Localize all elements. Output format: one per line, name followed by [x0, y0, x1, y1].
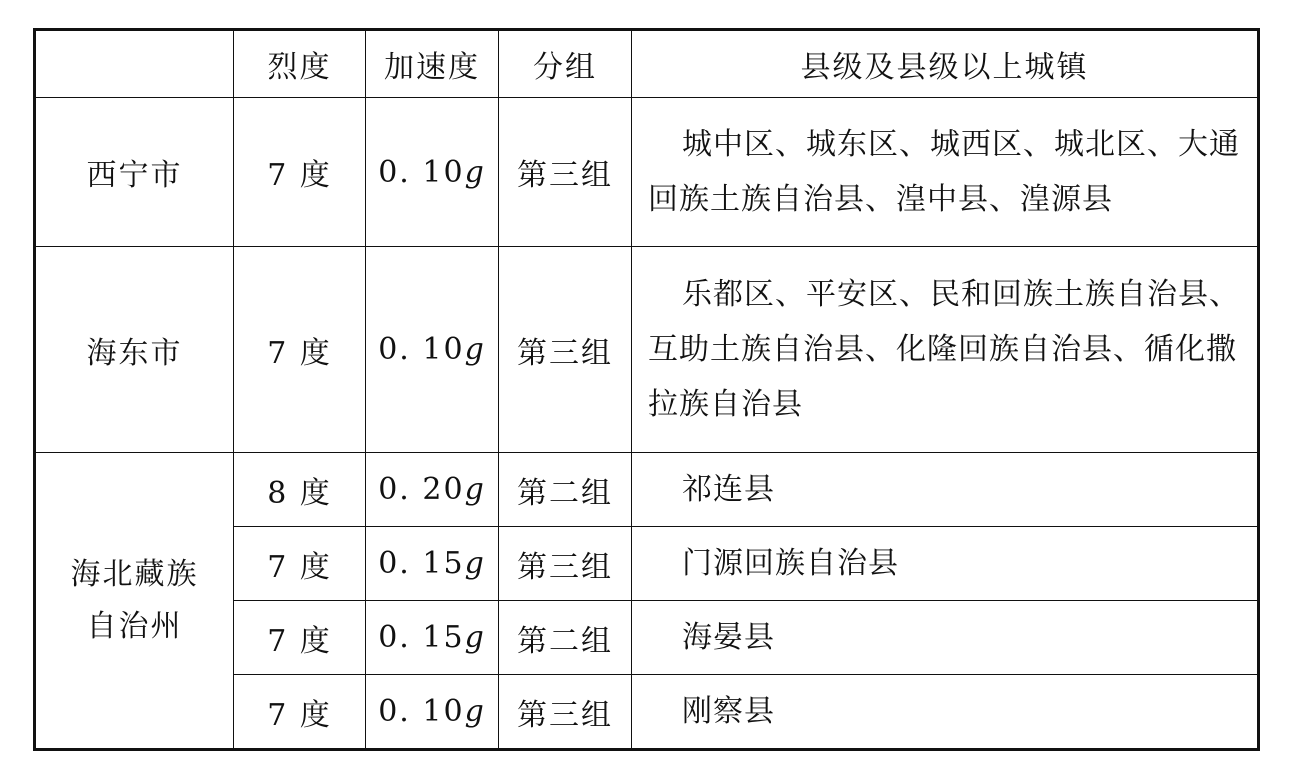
region-cell: 西宁市 [35, 98, 234, 247]
intensity-cell: 7 度 [234, 98, 366, 247]
intensity-cell: 7 度 [234, 601, 366, 675]
acceleration-unit: g [464, 620, 486, 655]
towns-text: 城中区、城东区、城西区、城北区、大通回族土族自治县、湟中县、湟源县 [648, 127, 1240, 217]
towns-cell [632, 453, 1259, 527]
header-region [35, 30, 234, 98]
region-line-1: 海北藏族 [70, 556, 199, 592]
towns-cell [632, 98, 1259, 247]
acceleration-value: 0. 10 [378, 332, 465, 367]
towns-cell [632, 601, 1259, 675]
group-cell: 第三组 [499, 527, 632, 601]
table-row [35, 98, 1259, 247]
acceleration-cell [366, 527, 499, 601]
acceleration-unit: g [464, 332, 486, 367]
acceleration-unit: g [464, 154, 486, 190]
acceleration-unit: g [464, 546, 486, 581]
header-towns: 县级及县级以上城镇 [632, 30, 1259, 98]
region-cell [35, 453, 234, 750]
acceleration-cell [366, 601, 499, 675]
acceleration-unit: g [464, 694, 486, 729]
acceleration-cell [366, 453, 499, 527]
header-acceleration: 加速度 [366, 30, 499, 98]
towns-text: 乐都区、平安区、民和回族土族自治县、互助土族自治县、化隆回族自治县、循化撒拉族自治县 [648, 277, 1240, 422]
acceleration-value: 0. 10 [378, 154, 465, 190]
acceleration-cell [366, 247, 499, 453]
header-row [35, 30, 1259, 98]
region-line-2: 自治州 [86, 608, 183, 644]
acceleration-value: 0. 15 [378, 546, 465, 581]
group-cell: 第二组 [499, 453, 632, 527]
towns-cell [632, 675, 1259, 750]
group-cell: 第三组 [499, 98, 632, 247]
header-group: 分组 [499, 30, 632, 98]
acceleration-cell [366, 675, 499, 750]
table-row [35, 247, 1259, 453]
acceleration-value: 0. 15 [378, 620, 465, 655]
group-cell: 第三组 [499, 675, 632, 750]
towns-text: 祁连县 [682, 472, 775, 507]
group-cell: 第三组 [499, 247, 632, 453]
group-cell: 第二组 [499, 601, 632, 675]
seismic-zoning-table [33, 28, 1260, 751]
towns-text: 海晏县 [682, 620, 775, 655]
table-row [35, 453, 1259, 527]
towns-text: 刚察县 [682, 694, 775, 729]
acceleration-value: 0. 20 [378, 472, 465, 507]
acceleration-cell [366, 98, 499, 247]
intensity-cell: 7 度 [234, 675, 366, 750]
intensity-cell: 8 度 [234, 453, 366, 527]
region-cell: 海东市 [35, 247, 234, 453]
intensity-cell: 7 度 [234, 527, 366, 601]
towns-cell [632, 247, 1259, 453]
header-intensity: 烈度 [234, 30, 366, 98]
acceleration-value: 0. 10 [378, 694, 465, 729]
towns-text: 门源回族自治县 [682, 546, 899, 581]
acceleration-unit: g [464, 472, 486, 507]
intensity-cell: 7 度 [234, 247, 366, 453]
towns-cell [632, 527, 1259, 601]
